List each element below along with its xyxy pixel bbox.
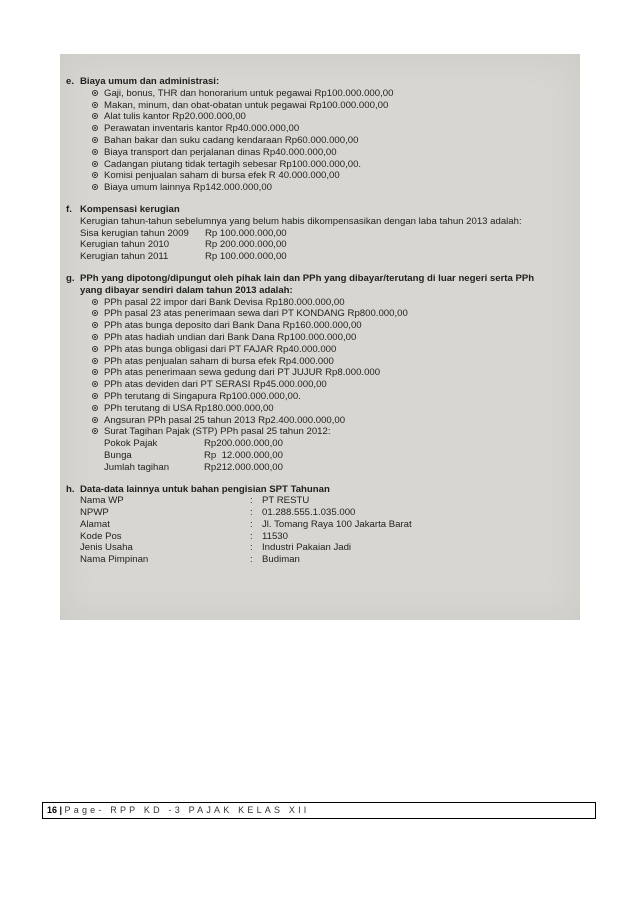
row-value: 01.288.555.1.035.000: [262, 507, 356, 519]
row-value: Rp 12.000.000,00: [204, 449, 283, 461]
footer-text: Page- RPP KD -3 PAJAK KELAS XII: [64, 805, 310, 815]
list-item: Bahan bakar dan suku cadang kendaraan Rp60.000.000,00: [92, 135, 580, 147]
expense-list: [80, 88, 580, 194]
info-row: [80, 519, 580, 531]
row-label: Bunga: [104, 449, 132, 461]
row-value: Rp200.000.000,00: [204, 438, 283, 450]
loss-row: [80, 228, 580, 240]
list-item: Alat tulis kantor Rp20.000.000,00: [92, 111, 580, 123]
stp-row: [104, 438, 580, 450]
section-title: Data-data lainnya untuk bahan pengisian SPT Tahunan: [80, 483, 330, 495]
row-value: Rp212.000.000,00: [204, 461, 283, 473]
row-value: Rp 200.000.000,00: [205, 239, 287, 251]
stp-table: [80, 438, 580, 473]
page-footer: [42, 802, 596, 819]
stp-row: [104, 462, 580, 474]
list-item: PPh atas bunga obligasi dari PT FAJAR Rp40.000.000: [92, 344, 580, 356]
section-g: [60, 273, 580, 474]
section-title: Kompensasi kerugian: [80, 203, 180, 215]
row-value: Industri Pakaian Jadi: [262, 542, 352, 554]
list-item: Biaya transport dan perjalanan dinas Rp40.000.000,00: [92, 147, 580, 159]
tax-list: [80, 297, 580, 439]
row-label: Pokok Pajak: [104, 438, 158, 450]
row-label: NPWP: [80, 507, 109, 519]
footer-separator: |: [57, 805, 65, 815]
row-label: Jenis Usaha: [80, 542, 133, 554]
row-value: PT RESTU: [262, 495, 310, 507]
list-item: PPh atas penjualan saham di bursa efek Rp4.000.000: [92, 356, 580, 368]
section-h: [60, 484, 580, 567]
info-row: [80, 495, 580, 507]
row-value: Budiman: [262, 554, 300, 566]
row-separator: :: [250, 495, 253, 507]
section-f: [60, 204, 580, 263]
row-separator: :: [250, 554, 253, 566]
row-separator: :: [250, 518, 253, 530]
row-label: Nama WP: [80, 495, 124, 507]
list-item: Komisi penjualan saham di bursa efek R 40.000.000,00: [92, 170, 580, 182]
row-label: Nama Pimpinan: [80, 554, 149, 566]
scanned-page: [60, 54, 580, 620]
row-label: Sisa kerugian tahun 2009: [80, 227, 189, 239]
list-item: Cadangan piutang tidak tertagih sebesar Rp100.000.000,00.: [92, 159, 580, 171]
list-item: Angsuran PPh pasal 25 tahun 2013 Rp2.400.000.000,00: [92, 415, 580, 427]
row-separator: :: [250, 530, 253, 542]
list-item: PPh terutang di USA Rp180.000.000,00: [92, 403, 580, 415]
row-label: Jumlah tagihan: [104, 461, 170, 473]
info-row: [80, 531, 580, 543]
section-intro: Kerugian tahun-tahun sebelumnya yang belum habis dikompensasikan dengan laba tahun 2013 adalah:: [80, 215, 522, 227]
stp-row: [104, 450, 580, 462]
row-separator: :: [250, 507, 253, 519]
list-item: PPh atas hadiah undian dari Bank Dana Rp100.000.000,00: [92, 332, 580, 344]
loss-row: [80, 251, 580, 263]
row-value: 11530: [262, 530, 288, 542]
section-letter: g.: [66, 272, 75, 284]
list-item: Surat Tagihan Pajak (STP) PPh pasal 25 tahun 2012:: [92, 426, 580, 438]
page-number: 16: [47, 805, 58, 815]
row-value: Rp 100.000.000,00: [205, 227, 287, 239]
list-item: Perawatan inventaris kantor Rp40.000.000,00: [92, 123, 580, 135]
row-label: Kode Pos: [80, 530, 122, 542]
list-item: Makan, minum, dan obat-obatan untuk pegawai Rp100.000.000,00: [92, 100, 580, 112]
info-row: [80, 507, 580, 519]
section-title-line: yang dibayar sendiri dalam tahun 2013 adalah:: [80, 284, 293, 296]
row-value: Rp 100.000.000,00: [205, 251, 287, 263]
section-title: Biaya umum dan administrasi:: [80, 76, 220, 87]
list-item: PPh pasal 23 atas penerimaan sewa dari PT KONDANG Rp800.000,00: [92, 308, 580, 320]
info-row: [80, 554, 580, 566]
row-label: Kerugian tahun 2011: [80, 251, 169, 263]
section-title-line: PPh yang dipotong/dipungut oleh pihak lain dan PPh yang dibayar/terutang di luar negeri serta PPh: [80, 272, 535, 284]
row-label: Kerugian tahun 2010: [80, 239, 170, 251]
list-item: Gaji, bonus, THR dan honorarium untuk pegawai Rp100.000.000,00: [92, 88, 580, 100]
document-content: [60, 76, 580, 566]
section-letter: h.: [66, 483, 75, 495]
list-item: PPh atas deviden dari PT SERASI Rp45.000.000,00: [92, 379, 580, 391]
list-item: PPh atas bunga deposito dari Bank Dana Rp160.000.000,00: [92, 320, 580, 332]
list-item: PPh terutang di Singapura Rp100.000.000,00.: [92, 391, 580, 403]
section-e: [60, 76, 580, 194]
list-item: Biaya umum lainnya Rp142.000.000,00: [92, 182, 580, 194]
section-letter: e.: [66, 76, 75, 87]
info-row: [80, 542, 580, 554]
row-label: Alamat: [80, 518, 110, 530]
list-item: PPh pasal 22 impor dari Bank Devisa Rp180.000.000,00: [92, 297, 580, 309]
section-letter: f.: [66, 203, 72, 215]
loss-row: [80, 239, 580, 251]
list-item: PPh atas penerimaan sewa gedung dari PT JUJUR Rp8.000.000: [92, 367, 580, 379]
row-separator: :: [250, 542, 253, 554]
row-value: Jl. Tomang Raya 100 Jakarta Barat: [262, 518, 412, 530]
